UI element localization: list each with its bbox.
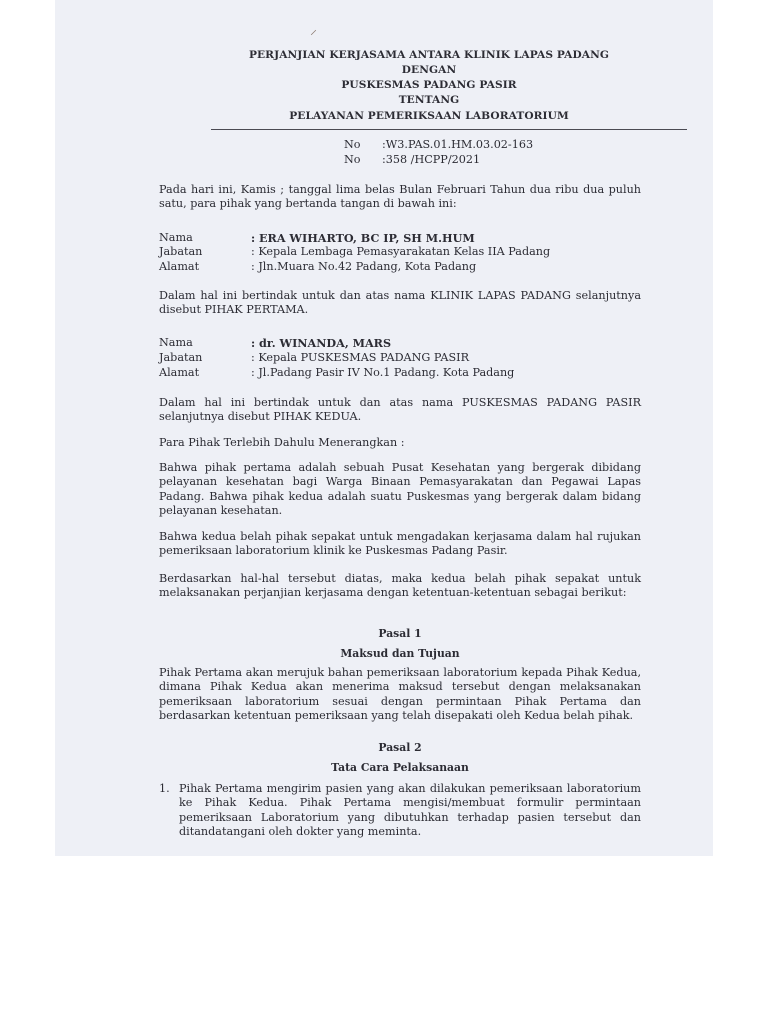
intro-paragraph: Pada hari ini, Kamis ; tanggal lima belas Bulan Februari Tahun dua ribu dua puluh satu, para pihak yang bertanda tangan di bawah ini: — [159, 183, 641, 211]
scanned-page — [55, 0, 713, 856]
party1-name: : ERA WIHARTO, BC IP, SH M.HUM — [251, 231, 475, 245]
field-label: Nama — [159, 231, 193, 244]
pasal-2-subheading: Tata Cara Pelaksanaan — [331, 761, 469, 774]
document-number-1 — [344, 138, 533, 152]
title-line-3: PUSKESMAS PADANG PASIR — [341, 79, 517, 91]
document-number-2 — [344, 153, 480, 167]
number-value: :358 /HCPP/2021 — [382, 153, 481, 166]
party1-address: : Jln.Muara No.42 Padang, Kota Padang — [251, 260, 477, 273]
pasal-2-item-1 — [159, 782, 641, 842]
item-number: 1. — [159, 782, 170, 795]
party2-statement: Dalam hal ini bertindak untuk dan atas nama PUSKESMAS PADANG PASIR selanjutnya disebut PIHAK KEDUA. — [159, 396, 641, 424]
party2-position: : Kepala PUSKESMAS PADANG PASIR — [251, 351, 470, 364]
title-line-5: PELAYANAN PEMERIKSAAN LABORATORIUM — [289, 110, 569, 122]
field-label: Nama — [159, 336, 193, 349]
item-text: Pihak Pertama mengirim pasien yang akan dilakukan pemeriksaan laboratorium ke Pihak Kedua. Pihak Pertama mengisi/membuat formulir permintaan pemeriksaan Laboratorium yang dibutuhkan terhadap pasien tersebut dan ditandatangani oleh dokter yang meminta. — [179, 782, 641, 838]
pasal-2-heading: Pasal 2 — [378, 741, 422, 754]
party1-statement: Dalam hal ini bertindak untuk dan atas nama KLINIK LAPAS PADANG selanjutnya disebut PIHAK PERTAMA. — [159, 289, 641, 317]
pasal-1-heading: Pasal 1 — [378, 627, 422, 640]
ink-mark: ⸝ — [310, 23, 317, 38]
number-label: No — [344, 138, 361, 151]
recital-1: Bahwa pihak pertama adalah sebuah Pusat Kesehatan yang bergerak dibidang pelayanan kesehatan bagi Warga Binaan Pemasyarakatan dan Pegawai Lapas Padang. Bahwa pihak kedua adalah suatu Puskesmas yang bergerak dalam bidang pelayanan kesehatan. — [159, 461, 641, 517]
party2-name: : dr. WINANDA, MARS — [251, 336, 392, 350]
title-divider — [211, 129, 687, 130]
preamble: Para Pihak Terlebih Dahulu Menerangkan : — [159, 436, 405, 449]
title-line-2: DENGAN — [401, 64, 457, 76]
pasal-1-subheading: Maksud dan Tujuan — [340, 647, 460, 660]
field-label: Jabatan — [159, 351, 203, 364]
field-label: Alamat — [159, 366, 200, 379]
party2-address: : Jl.Padang Pasir IV No.1 Padang. Kota Padang — [251, 366, 515, 379]
title-line-4: TENTANG — [398, 94, 460, 106]
title-line-1: PERJANJIAN KERJASAMA ANTARA KLINIK LAPAS PADANG — [248, 49, 610, 61]
recital-3: Berdasarkan hal-hal tersebut diatas, maka kedua belah pihak sepakat untuk melaksanakan perjanjian kerjasama dengan ketentuan-ketentuan sebagai berikut: — [159, 572, 641, 600]
field-label: Alamat — [159, 260, 200, 273]
party1-position: : Kepala Lembaga Pemasyarakatan Kelas IIA Padang — [251, 245, 551, 258]
pasal-1-text: Pihak Pertama akan merujuk bahan pemeriksaan laboratorium kepada Pihak Kedua, dimana Pihak Kedua akan menerima maksud tersebut dengan melaksanakan pemeriksaan laboratorium sesuai dengan permintaan Pihak Pertama dan berdasarkan ketentuan pemeriksaan yang telah disepakati oleh Kedua belah pihak. — [159, 666, 641, 722]
number-label: No — [344, 153, 361, 166]
number-value: :W3.PAS.01.HM.03.02-163 — [382, 138, 534, 151]
recital-2: Bahwa kedua belah pihak sepakat untuk mengadakan kerjasama dalam hal rujukan pemeriksaan laboratorium klinik ke Puskesmas Padang Pasir. — [159, 530, 641, 558]
field-label: Jabatan — [159, 245, 203, 258]
